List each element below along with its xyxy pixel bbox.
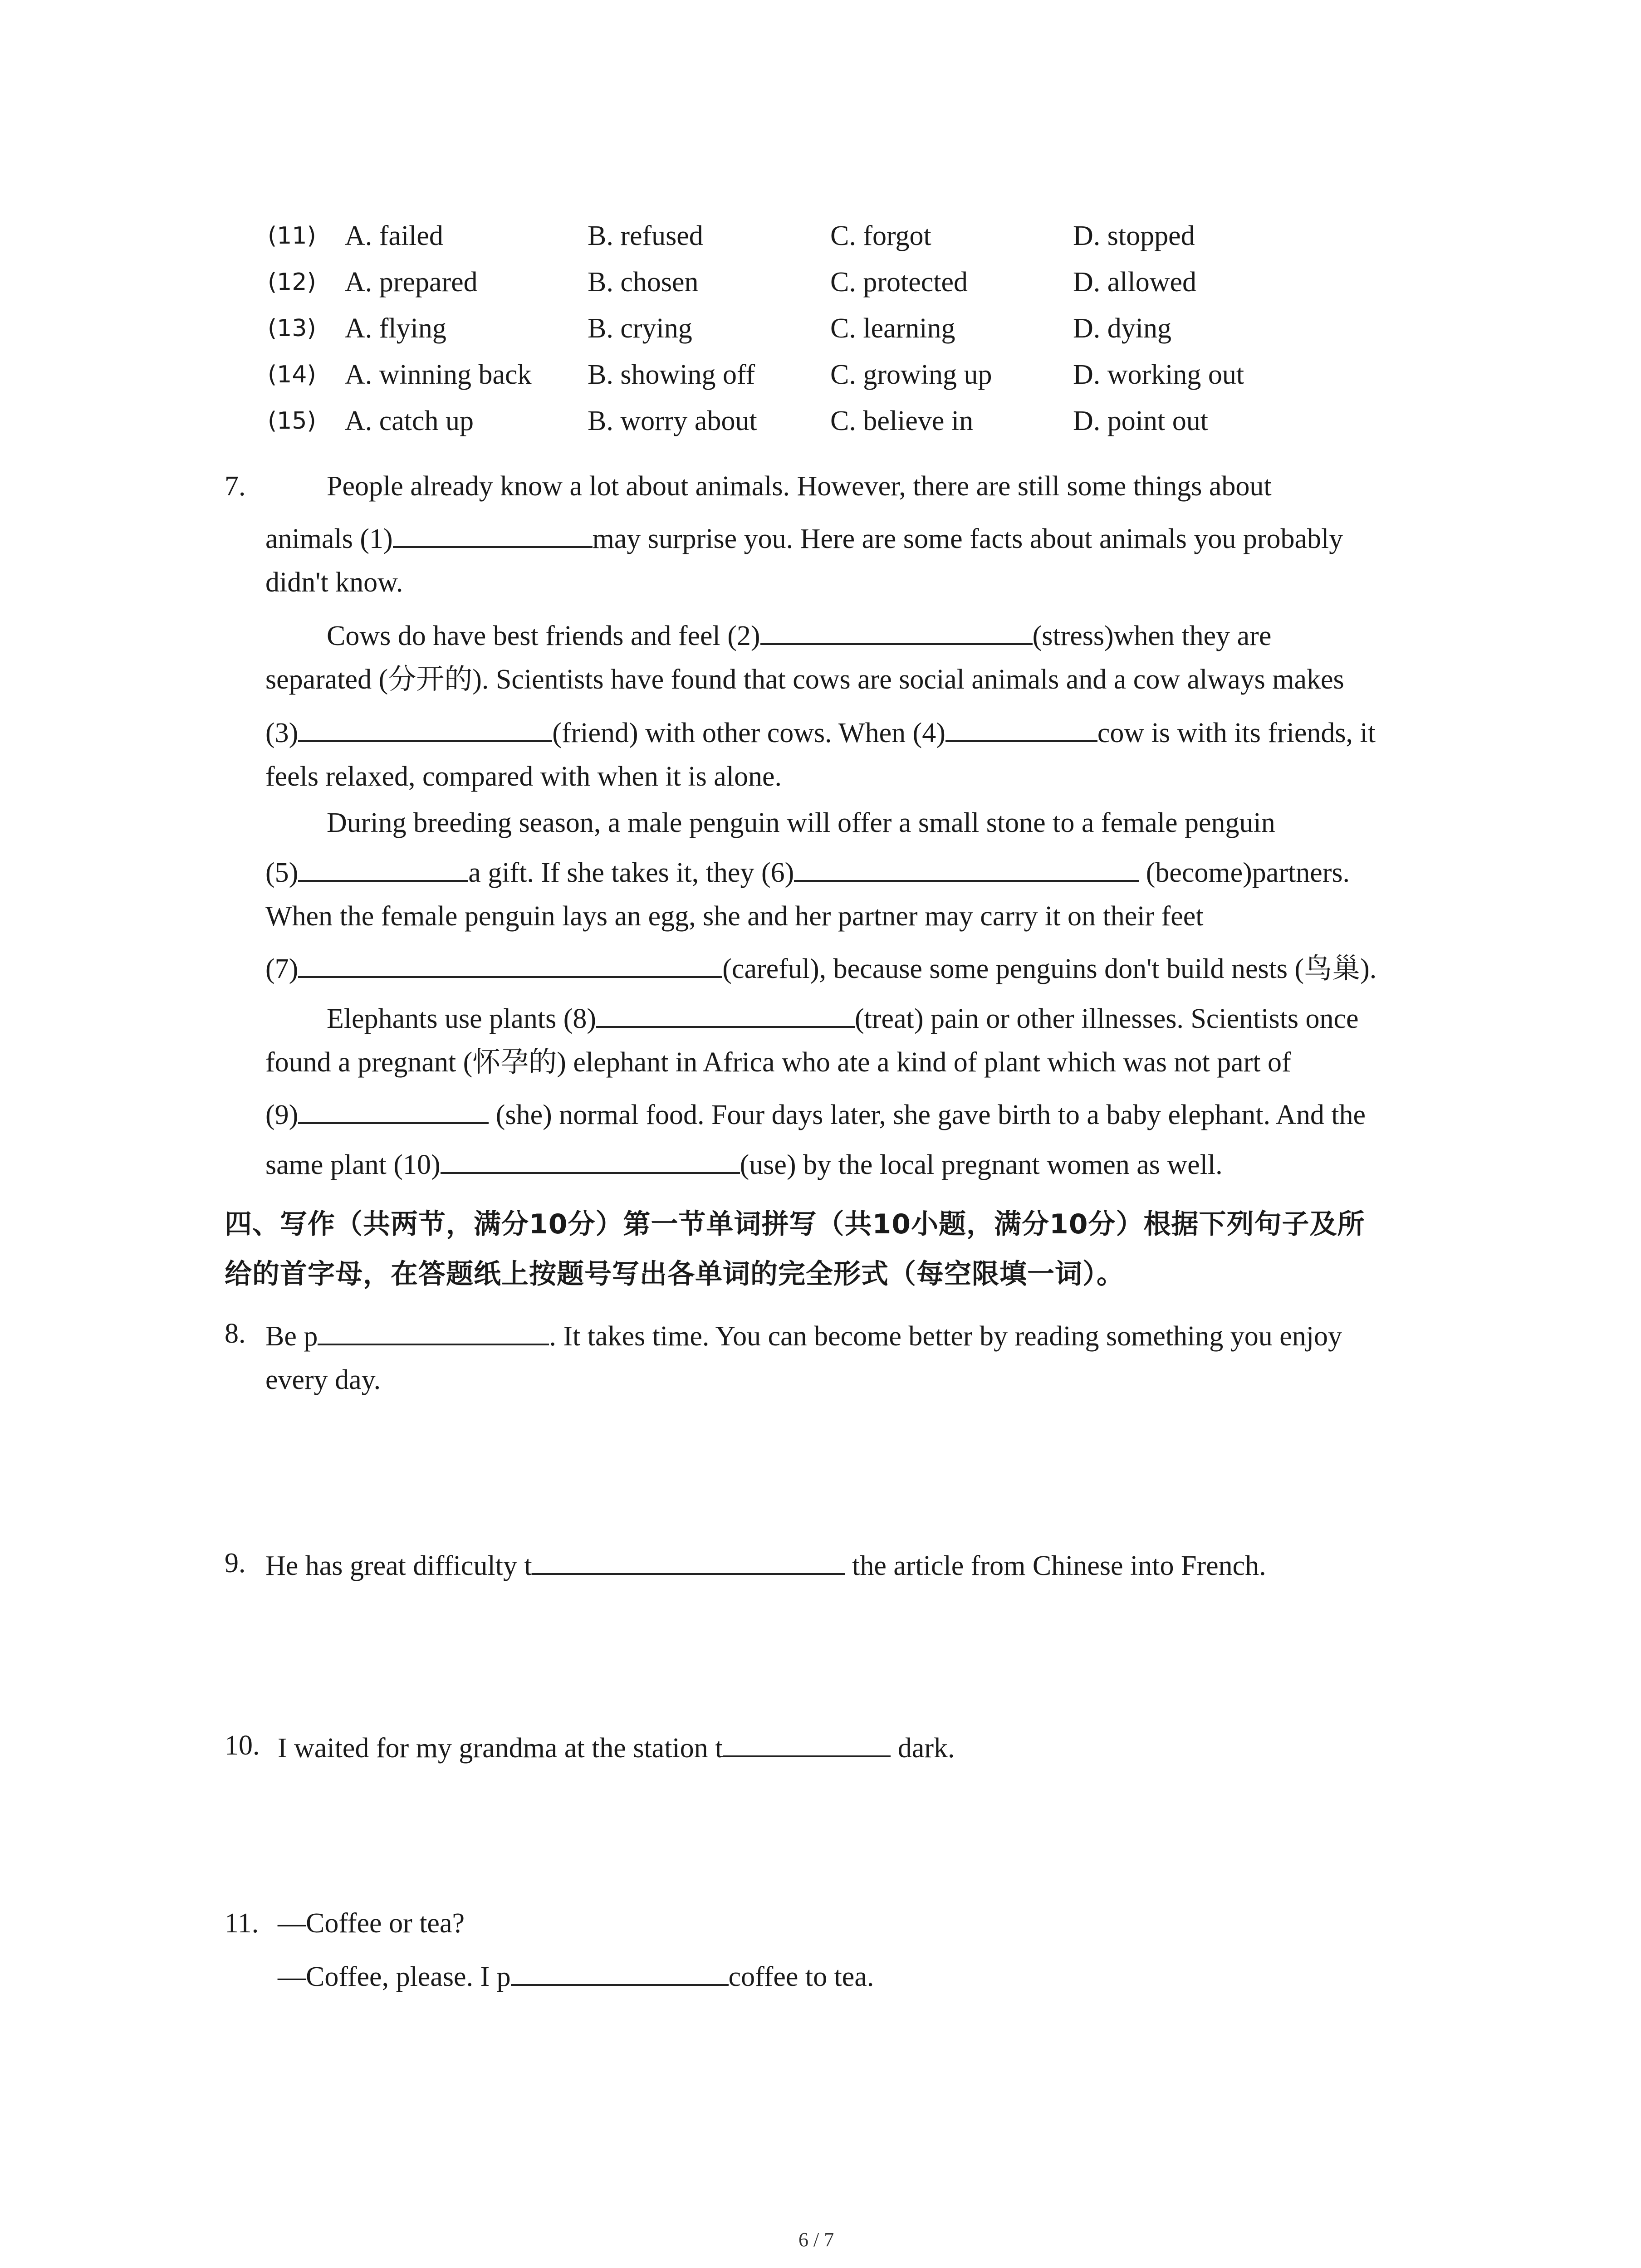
blank-prefix: animals (1) xyxy=(265,523,393,554)
section-heading-line: 给的首字母，在答题纸上按题号写出各单词的完全形式（每空限填一词）。 xyxy=(225,1258,1124,1290)
answer-blank[interactable] xyxy=(511,1956,729,1986)
option-number: (11) xyxy=(268,222,316,249)
option-a: A. failed xyxy=(345,220,443,251)
blank-suffix: (use) by the local pregnant women as well. xyxy=(740,1149,1223,1180)
blank-suffix: (careful), because some penguins don't build nests (鸟巢). xyxy=(722,953,1377,984)
option-number: (15) xyxy=(268,407,316,435)
option-d: D. allowed xyxy=(1073,267,1197,298)
blank-prefix: (7) xyxy=(265,953,299,984)
passage-line: didn't know. xyxy=(265,567,403,598)
option-number: (12) xyxy=(268,269,316,296)
passage-line: found a pregnant (怀孕的) elephant in Africa who ate a kind of plant which was not part of xyxy=(265,1047,1291,1078)
passage-line xyxy=(265,1094,1366,1133)
answer-blank-10[interactable] xyxy=(441,1144,740,1174)
answer-blank-2[interactable] xyxy=(760,615,1033,645)
blank-suffix: . It takes time. You can become better by reading something you enjoy xyxy=(549,1321,1342,1352)
blank-prefix: (5) xyxy=(265,857,299,888)
question-number: 8. xyxy=(225,1318,246,1349)
blank-suffix: (stress)when they are xyxy=(1032,621,1272,651)
dialogue-line xyxy=(278,1956,874,1995)
blank-suffix: (she) normal food. Four days later, she gave birth to a baby elephant. And the xyxy=(489,1100,1366,1130)
passage-line xyxy=(265,518,1343,557)
answer-blank[interactable] xyxy=(532,1545,845,1575)
question-number: 10. xyxy=(225,1730,260,1761)
blank-suffix: coffee to tea. xyxy=(728,1961,874,1992)
blank-prefix: Elephants use plants (8) xyxy=(327,1003,597,1034)
blank-prefix: Be p xyxy=(265,1321,318,1352)
blank-prefix: I waited for my grandma at the station t xyxy=(278,1733,723,1764)
passage-line: feels relaxed, compared with when it is alone. xyxy=(265,761,782,792)
answer-blank[interactable] xyxy=(318,1315,549,1345)
passage-line xyxy=(265,852,1350,891)
option-b: B. crying xyxy=(588,313,692,344)
question-line xyxy=(265,1545,1266,1584)
blank-suffix: the article from Chinese into French. xyxy=(845,1550,1266,1581)
blank-suffix: cow is with its friends, it xyxy=(1097,718,1376,748)
section-heading-line: 四、写作（共两节，满分10分）第一节单词拼写（共10小题，满分10分）根据下列句子及所 xyxy=(225,1208,1365,1240)
question-line xyxy=(265,1315,1342,1354)
option-b: B. worry about xyxy=(588,406,757,436)
blank-mid: (friend) with other cows. When (4) xyxy=(552,718,945,748)
answer-blank-4[interactable] xyxy=(945,712,1097,742)
blank-suffix: may surprise you. Here are some facts about animals you probably xyxy=(592,523,1343,554)
blank-prefix: Cows do have best friends and feel (2) xyxy=(327,621,760,651)
option-c: C. learning xyxy=(830,313,955,344)
blank-prefix: (9) xyxy=(265,1100,299,1130)
blank-prefix: same plant (10) xyxy=(265,1149,441,1180)
blank-prefix: He has great difficulty t xyxy=(265,1550,532,1581)
passage-line: When the female penguin lays an egg, she and her partner may carry it on their feet xyxy=(265,901,1204,932)
question-line xyxy=(278,1727,955,1766)
option-a: A. prepared xyxy=(345,267,478,298)
question-number: 11. xyxy=(225,1908,259,1939)
option-d: D. stopped xyxy=(1073,220,1195,251)
blank-suffix: dark. xyxy=(891,1733,955,1764)
passage-line: separated (分开的). Scientists have found that cows are social animals and a cow always makes xyxy=(265,664,1344,695)
page-number: 6 / 7 xyxy=(798,2229,834,2251)
option-c: C. believe in xyxy=(830,406,974,436)
answer-blank-9[interactable] xyxy=(298,1094,489,1124)
answer-blank-5[interactable] xyxy=(298,852,468,882)
option-a: A. flying xyxy=(345,313,446,344)
option-c: C. protected xyxy=(830,267,968,298)
option-b: B. chosen xyxy=(588,267,699,298)
passage-line xyxy=(265,948,1376,987)
option-c: C. forgot xyxy=(830,220,931,251)
question-number: 9. xyxy=(225,1548,246,1579)
passage-line xyxy=(327,615,1271,654)
passage-line: During breeding season, a male penguin will offer a small stone to a female penguin xyxy=(327,807,1275,838)
answer-blank-8[interactable] xyxy=(596,998,855,1028)
option-d: D. point out xyxy=(1073,406,1208,436)
blank-suffix: (become)partners. xyxy=(1139,857,1350,888)
answer-blank-3[interactable] xyxy=(298,712,552,742)
blank-suffix: (treat) pain or other illnesses. Scientists once xyxy=(855,1003,1359,1034)
option-c: C. growing up xyxy=(830,359,992,390)
passage-line: People already know a lot about animals. However, there are still some things about xyxy=(327,471,1272,502)
answer-blank-7[interactable] xyxy=(298,948,722,978)
option-d: D. dying xyxy=(1073,313,1171,344)
question-line: every day. xyxy=(265,1364,381,1395)
blank-mid: a gift. If she takes it, they (6) xyxy=(468,857,794,888)
option-a: A. catch up xyxy=(345,406,474,436)
option-b: B. showing off xyxy=(588,359,755,390)
answer-blank[interactable] xyxy=(723,1727,891,1757)
blank-prefix: —Coffee, please. I p xyxy=(278,1961,511,1992)
option-b: B. refused xyxy=(588,220,703,251)
question-number: 7. xyxy=(225,471,246,502)
passage-line xyxy=(327,998,1359,1037)
passage-line xyxy=(265,1144,1223,1183)
answer-blank-1[interactable] xyxy=(393,518,593,548)
answer-blank-6[interactable] xyxy=(794,852,1139,882)
option-number: (13) xyxy=(268,315,316,342)
option-d: D. working out xyxy=(1073,359,1244,390)
option-a: A. winning back xyxy=(345,359,532,390)
dialogue-line: —Coffee or tea? xyxy=(278,1908,465,1939)
blank-prefix: (3) xyxy=(265,718,299,748)
option-number: (14) xyxy=(268,361,316,388)
passage-line xyxy=(265,712,1376,751)
